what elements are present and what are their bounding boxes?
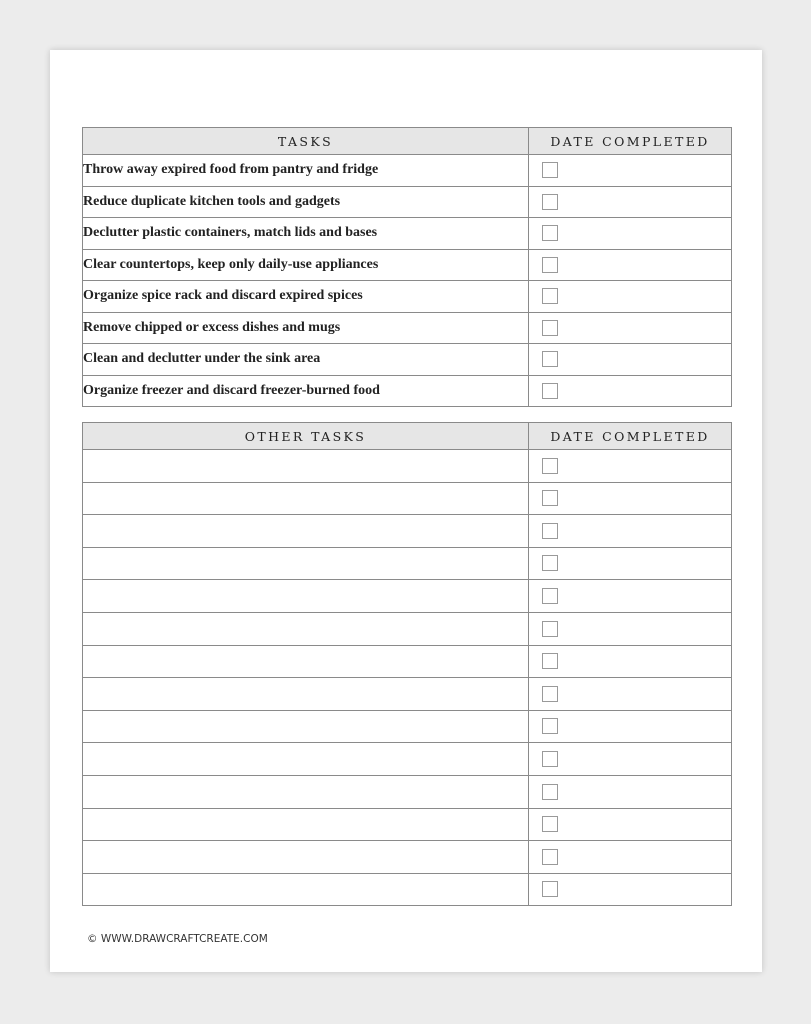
date-completed-cell[interactable] [529,710,732,743]
checklist-page [50,50,762,972]
table-row [83,312,732,344]
completion-checkbox[interactable] [542,194,558,210]
completion-checkbox[interactable] [542,523,558,539]
table-row [83,344,732,376]
tasks-column-header: TASKS [83,128,529,155]
other-task-blank-cell[interactable] [83,482,529,515]
completion-checkbox[interactable] [542,320,558,336]
task-text: Remove chipped or excess dishes and mugs [83,312,529,344]
table-row [83,743,732,776]
other-task-blank-cell[interactable] [83,645,529,678]
other-task-blank-cell[interactable] [83,612,529,645]
date-completed-cell[interactable] [529,482,732,515]
table-row [83,515,732,548]
other-tasks-table [82,422,732,906]
date-completed-cell[interactable] [529,281,732,313]
table-row [83,645,732,678]
table-row [83,808,732,841]
other-task-blank-cell[interactable] [83,808,529,841]
other-task-blank-cell[interactable] [83,580,529,613]
completion-checkbox[interactable] [542,849,558,865]
table-row [83,580,732,613]
table-row [83,375,732,407]
date-completed-cell[interactable] [529,515,732,548]
other-task-blank-cell[interactable] [83,743,529,776]
table-row [83,678,732,711]
completion-checkbox[interactable] [542,718,558,734]
other-task-blank-cell[interactable] [83,841,529,874]
other-tasks-column-header: OTHER TASKS [83,423,529,450]
table-row [83,612,732,645]
date-completed-column-header: DATE COMPLETED [529,128,732,155]
other-task-blank-cell[interactable] [83,710,529,743]
completion-checkbox[interactable] [542,555,558,571]
date-completed-cell[interactable] [529,186,732,218]
table-row [83,482,732,515]
date-completed-cell[interactable] [529,375,732,407]
date-completed-cell[interactable] [529,645,732,678]
completion-checkbox[interactable] [542,816,558,832]
other-task-blank-cell[interactable] [83,547,529,580]
task-text: Clear countertops, keep only daily-use appliances [83,249,529,281]
completion-checkbox[interactable] [542,458,558,474]
other-task-blank-cell[interactable] [83,450,529,483]
completion-checkbox[interactable] [542,225,558,241]
date-completed-cell[interactable] [529,450,732,483]
task-text: Organize spice rack and discard expired spices [83,281,529,313]
table-row [83,450,732,483]
date-completed-cell[interactable] [529,312,732,344]
table-row [83,710,732,743]
table-row [83,249,732,281]
task-text: Clean and declutter under the sink area [83,344,529,376]
date-completed-cell[interactable] [529,743,732,776]
tasks-header-row [83,128,732,155]
table-row [83,281,732,313]
table-row [83,873,732,906]
date-completed-cell[interactable] [529,678,732,711]
table-row [83,775,732,808]
date-completed-cell[interactable] [529,547,732,580]
other-tasks-header-row [83,423,732,450]
tasks-table [82,127,732,407]
date-completed-cell[interactable] [529,344,732,376]
task-text: Throw away expired food from pantry and fridge [83,155,529,187]
task-text: Reduce duplicate kitchen tools and gadgets [83,186,529,218]
date-completed-cell[interactable] [529,775,732,808]
completion-checkbox[interactable] [542,751,558,767]
table-row [83,155,732,187]
completion-checkbox[interactable] [542,490,558,506]
completion-checkbox[interactable] [542,588,558,604]
other-task-blank-cell[interactable] [83,515,529,548]
completion-checkbox[interactable] [542,621,558,637]
date-completed-cell[interactable] [529,249,732,281]
completion-checkbox[interactable] [542,881,558,897]
other-task-blank-cell[interactable] [83,775,529,808]
completion-checkbox[interactable] [542,686,558,702]
task-text: Organize freezer and discard freezer-burned food [83,375,529,407]
date-completed-cell[interactable] [529,841,732,874]
completion-checkbox[interactable] [542,383,558,399]
table-row [83,218,732,250]
completion-checkbox[interactable] [542,784,558,800]
table-row [83,186,732,218]
date-completed-cell[interactable] [529,612,732,645]
table-row [83,547,732,580]
completion-checkbox[interactable] [542,257,558,273]
date-completed-cell[interactable] [529,218,732,250]
completion-checkbox[interactable] [542,162,558,178]
task-text: Declutter plastic containers, match lids and bases [83,218,529,250]
date-completed-cell[interactable] [529,580,732,613]
date-completed-cell[interactable] [529,155,732,187]
other-task-blank-cell[interactable] [83,678,529,711]
other-task-blank-cell[interactable] [83,873,529,906]
date-completed-column-header: DATE COMPLETED [529,423,732,450]
date-completed-cell[interactable] [529,808,732,841]
date-completed-cell[interactable] [529,873,732,906]
copyright-footer: © WWW.DRAWCRAFTCREATE.COM [87,933,268,945]
completion-checkbox[interactable] [542,351,558,367]
table-row [83,841,732,874]
completion-checkbox[interactable] [542,653,558,669]
completion-checkbox[interactable] [542,288,558,304]
